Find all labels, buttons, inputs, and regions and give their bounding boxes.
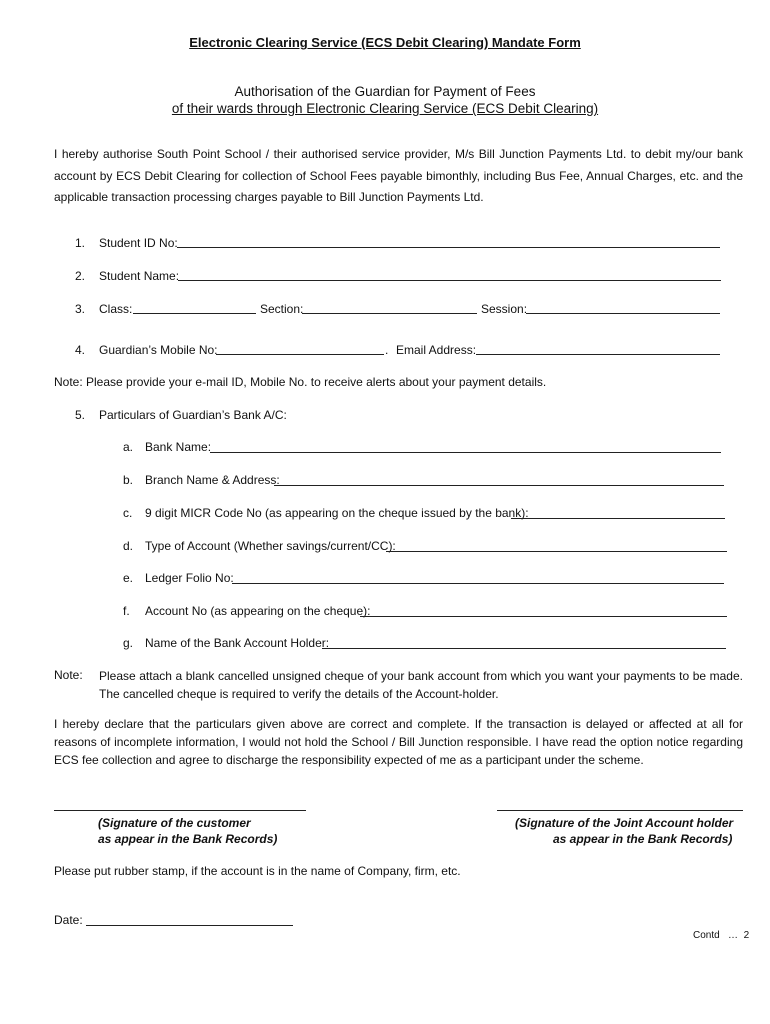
account-no-field[interactable] <box>360 616 727 617</box>
student-name-label: Student Name: <box>99 269 180 283</box>
field-5-number: 5. <box>74 408 85 422</box>
class-field[interactable] <box>133 313 256 314</box>
session-label: Session: <box>481 302 528 316</box>
section-field[interactable] <box>302 313 477 314</box>
bank-item-letter: f. <box>123 604 130 618</box>
bank-item-letter: b. <box>123 473 134 487</box>
field-4-number: 4. <box>74 343 85 357</box>
customer-signature-caption-2: as appear in the Bank Records) <box>98 832 278 846</box>
student-name-field[interactable] <box>178 280 721 281</box>
session-field[interactable] <box>526 313 720 314</box>
cheque-note-label: Note: <box>54 668 83 682</box>
email-label: Email Address: <box>396 343 477 357</box>
branch-address-field[interactable] <box>274 485 724 486</box>
bank-name-field[interactable] <box>210 452 721 453</box>
date-field[interactable] <box>86 925 293 926</box>
branch-address-label: Branch Name & Address: <box>145 473 280 487</box>
declaration-paragraph: I hereby declare that the particulars given above are correct and complete. If the transaction is delayed or affected at all for reasons of incomplete information, I would not hold the School / Bill Junction responsible. I have read the option notice regarding ECS fee collection and agree to discharge the responsibility expected of me as a participant under the scheme. <box>54 717 743 767</box>
date-label: Date: <box>54 913 83 927</box>
account-holder-label: Name of the Bank Account Holder: <box>145 636 330 650</box>
bank-item-letter: g. <box>123 636 134 650</box>
bank-particulars-label: Particulars of Guardian’s Bank A/C: <box>99 408 287 422</box>
field-3-number: 3. <box>74 302 85 316</box>
email-field[interactable] <box>476 354 720 355</box>
bank-item-letter: a. <box>123 440 134 454</box>
section-label: Section: <box>260 302 304 316</box>
field-2-number: 2. <box>74 269 85 283</box>
form-title: Electronic Clearing Service (ECS Debit Clearing) Mandate Form <box>189 35 581 50</box>
joint-holder-signature-caption-1: (Signature of the Joint Account holder <box>515 816 734 830</box>
customer-signature-caption-1: (Signature of the customer <box>98 816 251 830</box>
student-id-field[interactable] <box>177 247 720 248</box>
joint-holder-signature-line[interactable] <box>497 810 743 811</box>
ledger-folio-label: Ledger Folio No: <box>145 571 234 585</box>
account-type-label: Type of Account (Whether savings/current/CC): <box>145 539 396 553</box>
alerts-note: Note: Please provide your e-mail ID, Mobile No. to receive alerts about your payment details. <box>54 375 547 389</box>
account-type-field[interactable] <box>386 551 727 552</box>
account-holder-field[interactable] <box>322 648 726 649</box>
student-id-label: Student ID No: <box>99 236 178 250</box>
micr-code-label: 9 digit MICR Code No (as appearing on the cheque issued by the bank): <box>145 506 529 520</box>
cheque-note-text: Please attach a blank cancelled unsigned cheque of your bank account from which you want your payments to be made. The cancelled cheque is required to verify the details of the Account-holder. <box>99 669 743 701</box>
field-1-number: 1. <box>74 236 85 250</box>
mobile-label: Guardian’s Mobile No: <box>99 343 218 357</box>
continued-marker: Contd … 2 <box>693 930 750 941</box>
intro-paragraph: I hereby authorise South Point School / their authorised service provider, M/s Bill Junction Payments Ltd. to debit my/our bank account by ECS Debit Clearing for collection of School Fees payable bimonthly, including Bus Fee, Annual Charges, etc. and the applicable transaction processing charges payable to Bill Junction Payments Ltd. <box>54 147 743 204</box>
customer-signature-line[interactable] <box>54 810 306 811</box>
subtitle-line-2: of their wards through Electronic Clearing Service (ECS Debit Clearing) <box>171 101 599 116</box>
ledger-folio-field[interactable] <box>232 583 724 584</box>
mobile-end-dot: . <box>385 343 389 357</box>
bank-item-letter: c. <box>123 506 133 520</box>
class-label: Class: <box>99 302 133 316</box>
mobile-field[interactable] <box>216 354 384 355</box>
bank-item-letter: e. <box>123 571 134 585</box>
account-no-label: Account No (as appearing on the cheque): <box>145 604 371 618</box>
subtitle-line-1: Authorisation of the Guardian for Payment of Fees <box>234 84 536 99</box>
bank-item-letter: d. <box>123 539 134 553</box>
joint-holder-signature-caption-2: as appear in the Bank Records) <box>553 832 733 846</box>
micr-code-field[interactable] <box>511 518 725 519</box>
bank-name-label: Bank Name: <box>145 440 212 454</box>
rubber-stamp-note: Please put rubber stamp, if the account is in the name of Company, firm, etc. <box>54 864 461 878</box>
